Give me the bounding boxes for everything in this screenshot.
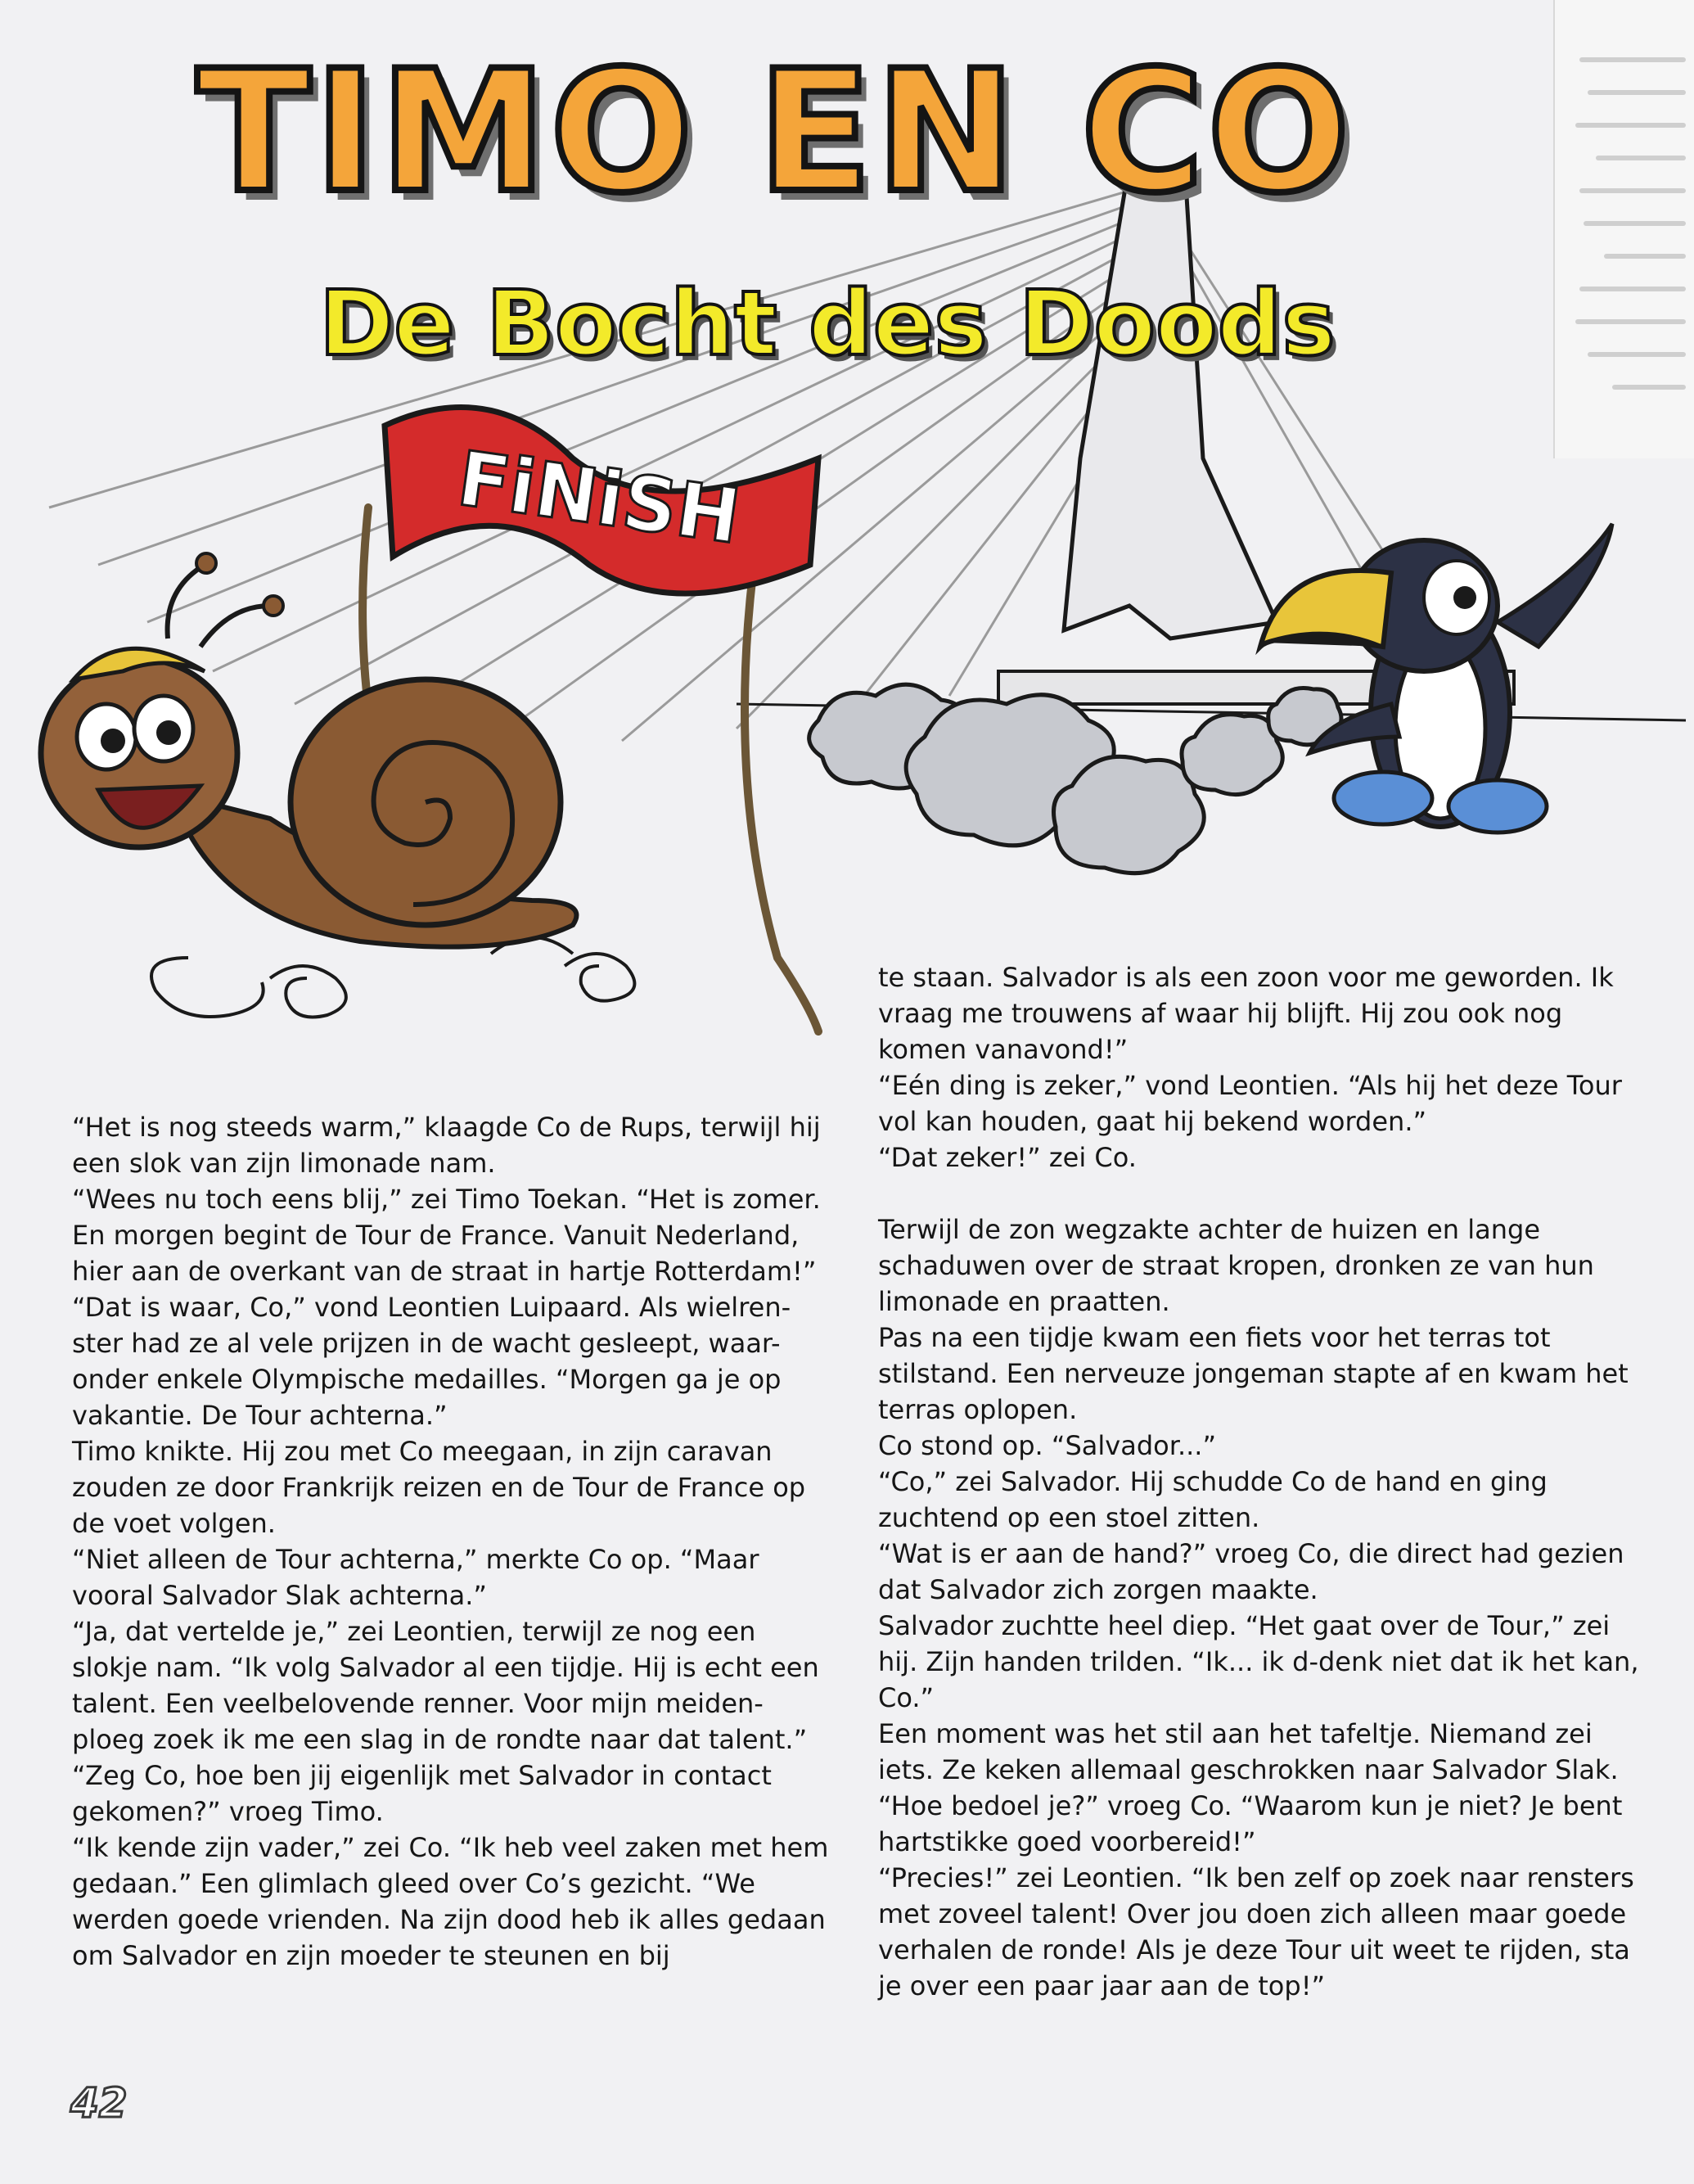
paragraph: “Wat is er aan de hand?” vroeg Co, die direct had gezien dat Salvador zich zorgen maakte. <box>878 1538 1624 1605</box>
paragraph: “Hoe bedoel je?” vroeg Co. “Waarom kun je niet? Je bent hartstikke goed voorbereid!” <box>878 1790 1623 1857</box>
paragraph: “Co,” zei Salvador. Hij schudde Co de hand en ging zuchtend op een stoel zitten. <box>878 1466 1548 1533</box>
story-column-left <box>72 1109 833 1974</box>
paragraph: “Zeg Co, hoe ben jij eigenlijk met Salvador in contact gekomen?” vroeg Timo. <box>72 1760 772 1827</box>
story-subtitle: De Bocht des Doods <box>319 271 1336 376</box>
paragraph: “Het is nog steeds warm,” klaagde Co de Rups, terwijl hij een slok van zijn limonade nam. <box>72 1112 821 1179</box>
paragraph: Timo knikte. Hij zou met Co meegaan, in zijn caravan zouden ze door Frankrijk reizen en de Tour de France op de voet volgen. <box>72 1436 806 1539</box>
snail-character <box>41 553 576 947</box>
paragraph: te staan. Salvador is als een zoon voor me geworden. Ik vraag me trouwens af waar hij blijft. Hij zou ook nog komen vanavond!” <box>878 962 1614 1065</box>
toucan-left-shoe <box>1334 772 1432 824</box>
paragraph: Een moment was het stil aan het tafeltje. Niemand zei iets. Ze keken allemaal geschrokken naar Salvador Slak. <box>878 1718 1619 1785</box>
paragraph: Pas na een tijdje kwam een fiets voor het terras tot stilstand. Een nerveuze jongeman stapte af en kwam het terras oplopen. <box>878 1322 1629 1425</box>
paragraph: “Ja, dat vertelde je,” zei Leontien, terwijl ze nog een slokje nam. “Ik volg Salvador al een tijdje. Hij is echt een talent. Een veelbelovende renner. Voor mijn meiden- ploeg zoek ik me een slag in de rondte naar dat talent.” <box>72 1616 819 1755</box>
page-number: 42 <box>70 2079 128 2127</box>
story-column-right <box>878 959 1647 2004</box>
finish-banner-text: FiNiSH <box>453 435 746 562</box>
paragraph: “Dat is waar, Co,” vond Leontien Luipaard. Als wielren- ster had ze al vele prijzen in de wacht gesleept, waar- onder enkele Olympische medailles. “Morgen ga je op vakantie. De Tour achterna.” <box>72 1292 791 1431</box>
paragraph: “Eén ding is zeker,” vond Leontien. “Als hij het deze Tour vol kan houden, gaat hij bekend worden.” <box>878 1070 1622 1137</box>
paragraph: “Dat zeker!” zei Co. <box>878 1142 1137 1173</box>
story-title: TIMO EN CO <box>196 35 1354 230</box>
paragraph: “Ik kende zijn vader,” zei Co. “Ik heb veel zaken met hem gedaan.” Een glimlach gleed over Co’s gezicht. “We werden goede vrienden. Na zijn dood heb ik alles gedaan om Salvador en zijn moeder te steunen en bij <box>72 1832 829 1971</box>
paragraph: Co stond op. “Salvador...” <box>878 1430 1217 1461</box>
paragraph: Salvador zuchtte heel diep. “Het gaat over de Tour,” zei hij. Zijn handen trilden. “Ik... ik d-denk niet dat ik het kan, Co.” <box>878 1610 1639 1713</box>
bridge-pylon <box>1064 164 1277 639</box>
speed-swirls <box>151 937 634 1018</box>
paragraph: “Niet alleen de Tour achterna,” merkte Co op. “Maar vooral Salvador Slak achterna.” <box>72 1544 759 1611</box>
paragraph: Terwijl de zon wegzakte achter de huizen en lange schaduwen over de straat kropen, dronken ze van hun limonade en praatten. <box>878 1214 1594 1317</box>
paragraph: “Wees nu toch eens blij,” zei Timo Toekan. “Het is zomer. En morgen begint de Tour de France. Vanuit Nederland, hier aan de overkant van de straat in hartje Rotterdam!” <box>72 1184 821 1287</box>
toucan-right-shoe <box>1448 780 1547 833</box>
paragraph: “Precies!” zei Leontien. “Ik ben zelf op zoek naar rensters met zoveel talent! Over jou doen zich alleen maar goede verhalen de ronde! Als je deze Tour uit weet te rijden, sta je over een paar jaar aan de top!” <box>878 1862 1634 2001</box>
